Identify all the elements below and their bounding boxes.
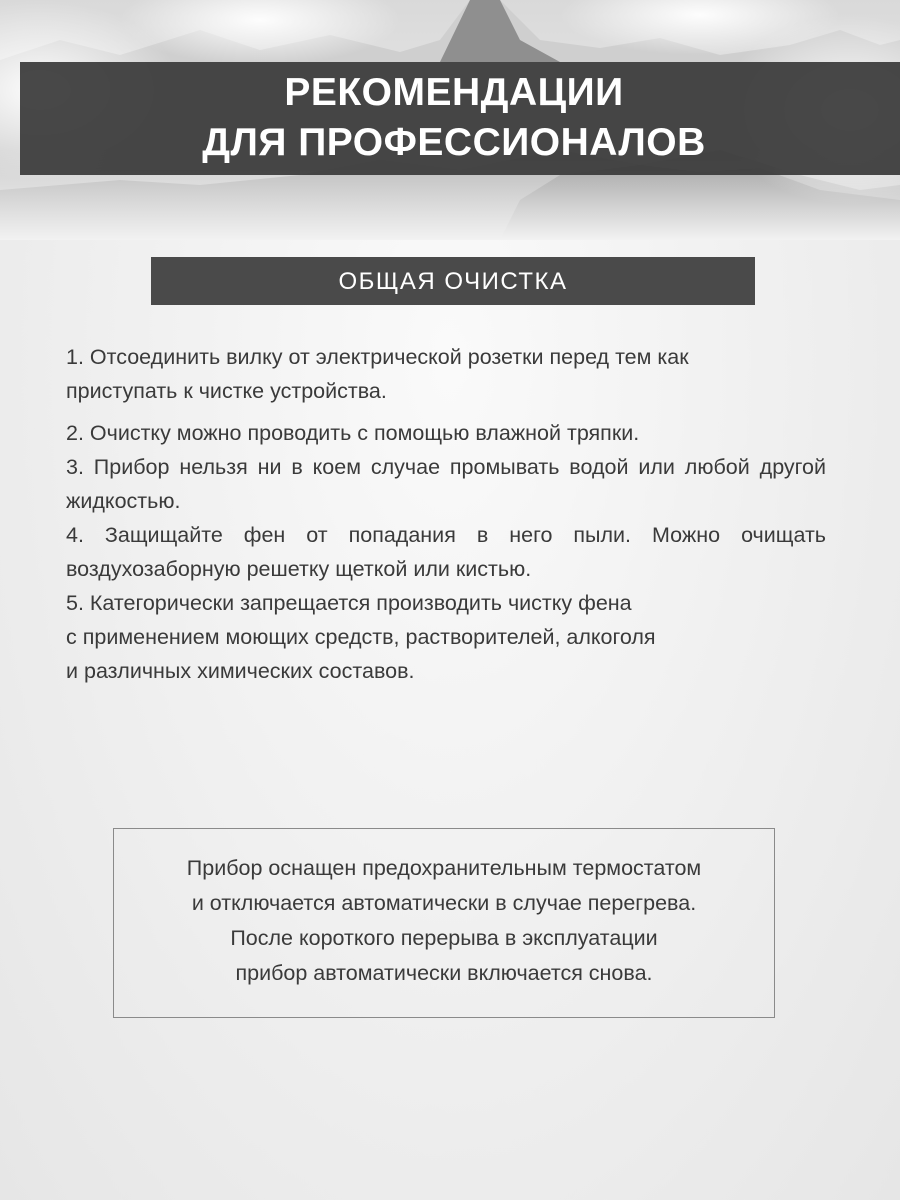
step-4: 4. Защищайте фен от попадания в него пыли. Можно очищать воздухозаборную решетку щеткой или кистью. xyxy=(66,523,826,581)
step-1-line-1: 1. Отсоединить вилку от электрической розетки перед тем как xyxy=(66,345,689,369)
note-text xyxy=(114,851,774,991)
title-line-1: РЕКОМЕНДАЦИИ xyxy=(284,71,624,114)
step-1-line-2: приступать к чистке устройства. xyxy=(66,379,387,403)
note-line-1: Прибор оснащен предохранительным термостатом xyxy=(186,856,702,880)
thermostat-note-box xyxy=(113,828,775,1018)
page-title xyxy=(0,68,900,168)
step-2-line-1: 2. Очистку можно проводить с помощью влажной тряпки. xyxy=(66,421,640,445)
section-heading: ОБЩАЯ ОЧИСТКА xyxy=(151,257,755,305)
step-5-line-2: с применением моющих средств, растворителей, алкоголя xyxy=(66,625,656,649)
step-1 xyxy=(66,340,826,408)
title-line-2: ДЛЯ ПРОФЕССИОНАЛОВ xyxy=(202,121,706,164)
note-line-3: После короткого перерыва в эксплуатации xyxy=(230,926,658,950)
step-5-line-1: 5. Категорически запрещается производить чистку фена xyxy=(66,591,632,615)
step-5-line-3: и различных химических составов. xyxy=(66,659,415,683)
step-3: 3. Прибор нельзя ни в коем случае промывать водой или любой другой жидкостью. xyxy=(66,455,826,513)
step-5 xyxy=(66,586,826,688)
note-line-2: и отключается автоматически в случае перегрева. xyxy=(191,891,697,915)
cleaning-steps-list xyxy=(66,340,826,688)
note-line-4: прибор автоматически включается снова. xyxy=(235,961,653,985)
step-2 xyxy=(66,416,826,450)
